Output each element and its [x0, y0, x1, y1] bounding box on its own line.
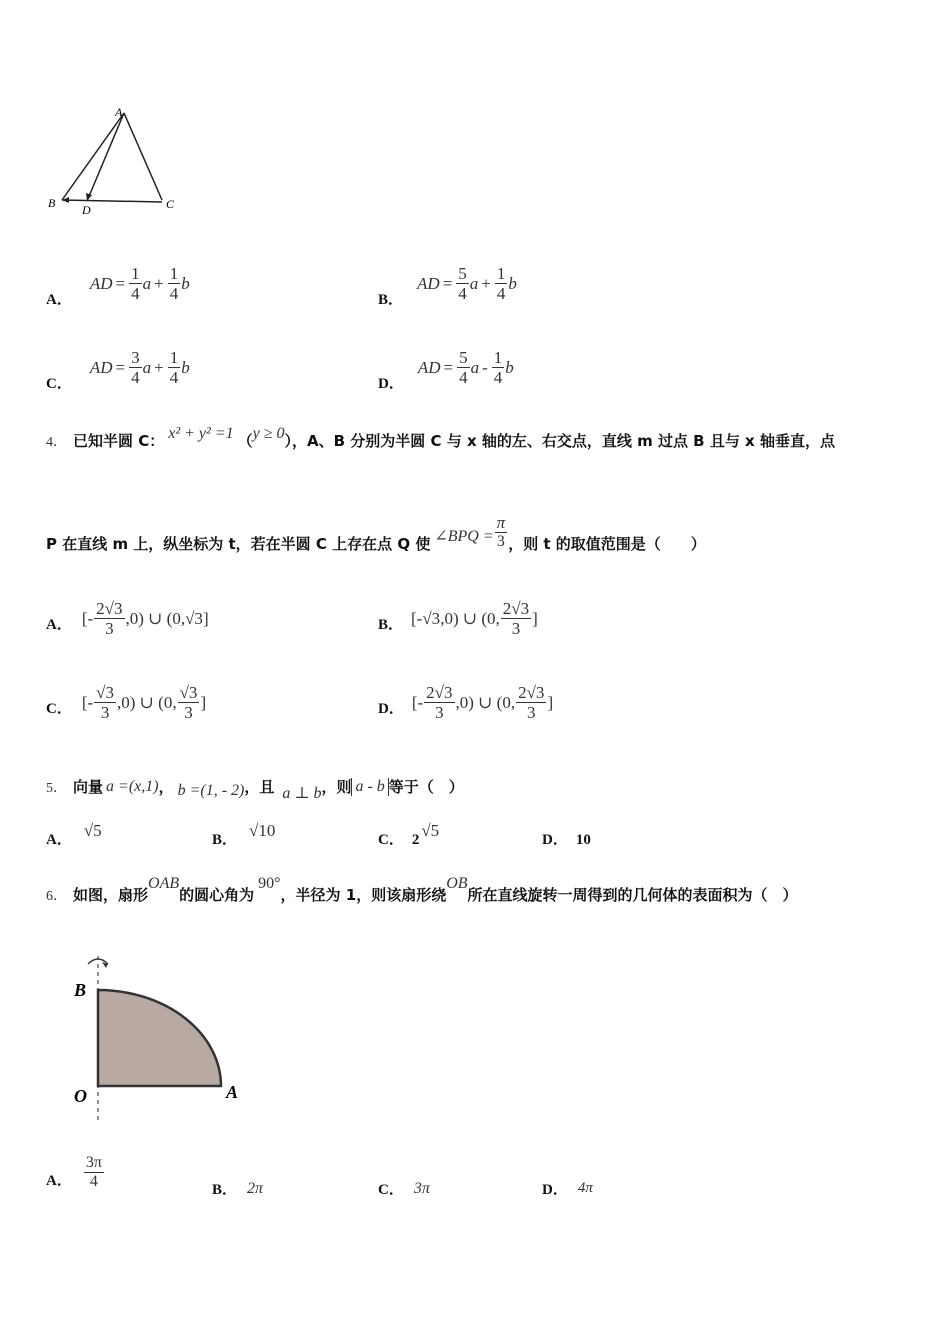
option-label: D． — [542, 1182, 568, 1198]
option-label: D． — [542, 832, 568, 848]
option-label: B． — [378, 617, 404, 633]
q3-option-d[interactable]: D． AD = $\frac{5}{4}$ a - $\frac{1}{4}$ b — [378, 348, 514, 392]
q5-option-b[interactable]: B． √10 — [212, 821, 276, 848]
q5-stem: 5． 向量 a =(x,1) ， b =(1, - 2) ，且 a ⊥ b ，则 a - b 等于（ ） — [46, 777, 464, 802]
label-a: A — [226, 1082, 239, 1102]
q5-option-c[interactable]: C． 2 √5 — [378, 821, 440, 848]
q4-stem-line2: P 在直线 m 上，纵坐标为 t，若在半圆 C 上存在点 Q 使 ∠BPQ = $\frac{\pi}{3}$ ，则 t 的取值范围是（ ） — [46, 513, 706, 553]
segment-ac — [124, 113, 162, 200]
segment-bc — [62, 200, 162, 202]
q4-option-a[interactable]: A． [- $\frac{2√3}{3}$ ,0) ∪ (0, √3 ] — [46, 599, 209, 638]
q5-option-d[interactable]: D． 10 — [542, 828, 591, 849]
q6-stem: 6． 如图，扇形 OAB 的圆心角为 90° ，半径为 1，则该扇形绕 OB 所在直线旋转一周得到的几何体的表面积为（ ） — [46, 875, 798, 904]
option-label: C． — [378, 832, 404, 848]
option-label: D． — [378, 701, 404, 717]
q3-option-b[interactable]: B． AD = $\frac{5}{4}$ a + $\frac{1}{4}$ b — [378, 264, 517, 308]
option-label: B． — [212, 832, 238, 848]
option-label: B． — [378, 292, 404, 308]
option-label: A． — [46, 617, 72, 633]
q4-option-d[interactable]: D． [- $\frac{2√3}{3}$ ,0) ∪ (0, $\frac{2√3}{3}$ ] — [378, 683, 554, 722]
q3-option-c[interactable]: C． AD = $\frac{3}{4}$ a + $\frac{1}{4}$ b — [46, 348, 190, 392]
option-label: C． — [378, 1182, 404, 1198]
option-label: B． — [212, 1182, 238, 1198]
label-a: A — [115, 105, 123, 119]
option-label: C． — [46, 376, 72, 392]
q4-option-c[interactable]: C． [- $\frac{√3}{3}$ ,0) ∪ (0, $\frac{√3}{3}$ ] — [46, 683, 207, 722]
label-d: D — [82, 203, 91, 217]
q4-option-b[interactable]: B． [- √3 ,0) ∪ (0, $\frac{2√3}{3}$ ] — [378, 599, 538, 638]
sector-figure — [66, 950, 256, 1120]
q3-option-a[interactable]: A． AD = $\frac{1}{4}$ a + $\frac{1}{4}$ b — [46, 264, 190, 308]
q6-option-a[interactable]: A． $\frac{3\pi}{4}$ — [46, 1154, 102, 1190]
q4-stem-line1: 4． 已知半圆 C： x² + y² =1 （ y ≥ 0 ），A、B 分别为半圆 C 与 x 轴的左、右交点，直线 m 过点 B 且与 x 轴垂直，点 — [46, 425, 835, 450]
option-label: D． — [378, 376, 404, 392]
option-label: A． — [46, 292, 72, 308]
q6-option-d[interactable]: D． 4π — [542, 1180, 593, 1198]
q5-option-a[interactable]: A． √5 — [46, 821, 102, 848]
sector-shape — [98, 990, 221, 1086]
triangle-figure — [44, 100, 194, 220]
option-label: C． — [46, 701, 72, 717]
q6-option-c[interactable]: C． 3π — [378, 1179, 430, 1198]
label-o: O — [74, 1086, 87, 1106]
label-b: B — [74, 980, 87, 1000]
q6-option-b[interactable]: B． 2π — [212, 1179, 264, 1198]
option-label: A． — [46, 832, 72, 848]
label-c: C — [166, 197, 175, 211]
label-b: B — [48, 196, 56, 210]
option-label: A． — [46, 1173, 72, 1189]
